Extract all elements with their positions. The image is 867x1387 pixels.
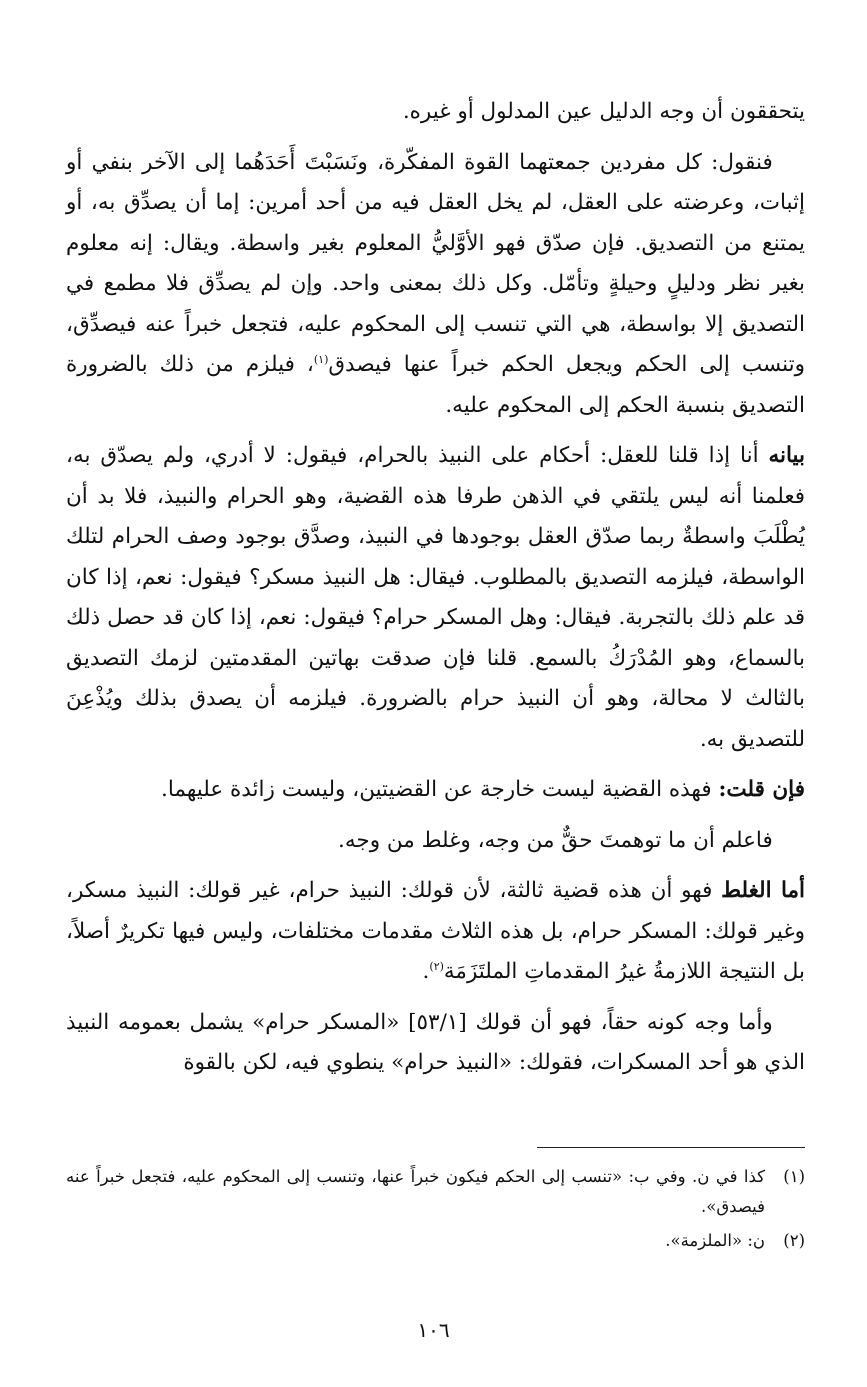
paragraph-6-text: فهو أن هذه قضية ثالثة، لأن قولك: النبيذ حرام، غير قولك: النبيذ مسكر، وغير قولك: المسكر حرام، بل هذه الثلاث مقدمات مختلفات، وليس فيها تكريرٌ أصلاً، بل النتيجة اللازمةُ غيرُ المقدماتِ الملتَزَمَة (66, 878, 805, 984)
paragraph-1-text: يتحققون أن وجه الدليل عين المدلول أو غيره. (402, 99, 805, 124)
footnotes (66, 1162, 805, 1260)
main-text (66, 92, 805, 1084)
paragraph-3-lead: بيانه (768, 443, 805, 468)
paragraph-6-text-end: . (422, 959, 430, 984)
paragraph-3 (66, 436, 805, 760)
paragraph-6 (66, 871, 805, 993)
footnote-2 (66, 1226, 805, 1256)
paragraph-4-text: فهذه القضية ليست خارجة عن القضيتين، وليست زائدة عليهما. (161, 777, 719, 802)
paragraph-7-text: وأما وجه كونه حقاً، فهو أن قولك [٥٣/١] «المسكر حرام» يشمل بعمومه النبيذ الذي هو أحد المسكرات، فقولك: «النبيذ حرام» ينطوي فيه، لكن بالقوة (66, 1009, 805, 1075)
footnote-separator (537, 1147, 805, 1148)
paragraph-5-text: فاعلم أن ما توهمتَ حقٌّ من وجه، وغلط من وجه. (338, 827, 773, 853)
paragraph-2 (66, 143, 805, 427)
paragraph-1 (66, 92, 805, 133)
page-number: ١٠٦ (417, 1318, 450, 1342)
footnote-1-text: كذا في ن. وفي ب: «تنسب إلى الحكم فيكون خبراً عنها، وتنسب إلى المحكوم عليه، فتجعل خبراً عنه فيصدق». (66, 1167, 765, 1216)
paragraph-3-text: أنا إذا قلنا للعقل: أحكام على النبيذ بالحرام، فيقول: لا أدري، ولم يصدّق به، فعلمنا أنه ليس يلتقي في الذهن طرفا هذه القضية، وهو الحرام والنبيذ، فلا بد أن يُطْلَبَ واسطةٌ ربما صدّق العقل بوجودها في النبيذ، وصدَّق بوجود وصف الحرام لتلك الواسطة، فيلزمه التصديق بالمطلوب. فيقال: هل النبيذ مسكر؟ فيقول: نعم، إذا كان قد علم ذلك بالتجربة. فيقال: وهل المسكر حرام؟ فيقول: نعم، إذا كان قد حصل ذلك بالسماع، وهو المُدْرَكُ بالسمع. قلنا فإن صدقت بهاتين المقدمتين لزمك التصديق بالثالث لا محالة، وهو أن النبيذ حرام بالضرورة. فيلزمه أن يصدق بذلك ويُذْعِنَ للتصديق به. (66, 443, 805, 752)
paragraph-4-lead: فإن قلت: (718, 777, 805, 802)
paragraph-2-text-end: ، فيلزم من ذلك بالضرورة التصديق بنسبة الحكم إلى المحكوم عليه. (66, 352, 805, 418)
footnote-ref-1[interactable]: (١) (313, 352, 329, 366)
paragraph-2-text: فنقول: كل مفردين جمعتهما القوة المفكّرة، ونَسَبْتَ أَحَدَهُما إلى الآخر بنفي أو إثبات، وعرضته على العقل، لم يخل العقل فيه من أحد أمرين: إما أن يصدِّق به، أو يمتنع من التصديق. فإن صدّق فهو الأوَّليُّ المعلوم بغير واسطة. ويقال: إنه معلوم بغير نظر ودليلٍ وحيلةٍ وتأمّل. وكل ذلك بمعنى واحد. وإن لم يصدِّق فلا مطمع في التصديق إلا بواسطة، هي التي تنسب إلى المحكوم عليه، فتجعل خبراً عنه فيصدِّق، وتنسب إلى الحكم ويجعل الحكم خبراً عنها فيصدق (66, 149, 805, 377)
paragraph-7 (66, 1003, 805, 1084)
footnote-1-number: (١) (783, 1167, 805, 1186)
footnote-1 (66, 1162, 805, 1222)
footnote-2-text: ن: «الملزمة». (665, 1231, 765, 1250)
paragraph-6-lead: أما الغلط (721, 878, 805, 903)
footnote-ref-2[interactable]: (٢) (429, 959, 444, 973)
paragraph-5 (66, 821, 805, 862)
footnote-2-number: (٢) (783, 1231, 805, 1250)
paragraph-4 (66, 770, 805, 811)
